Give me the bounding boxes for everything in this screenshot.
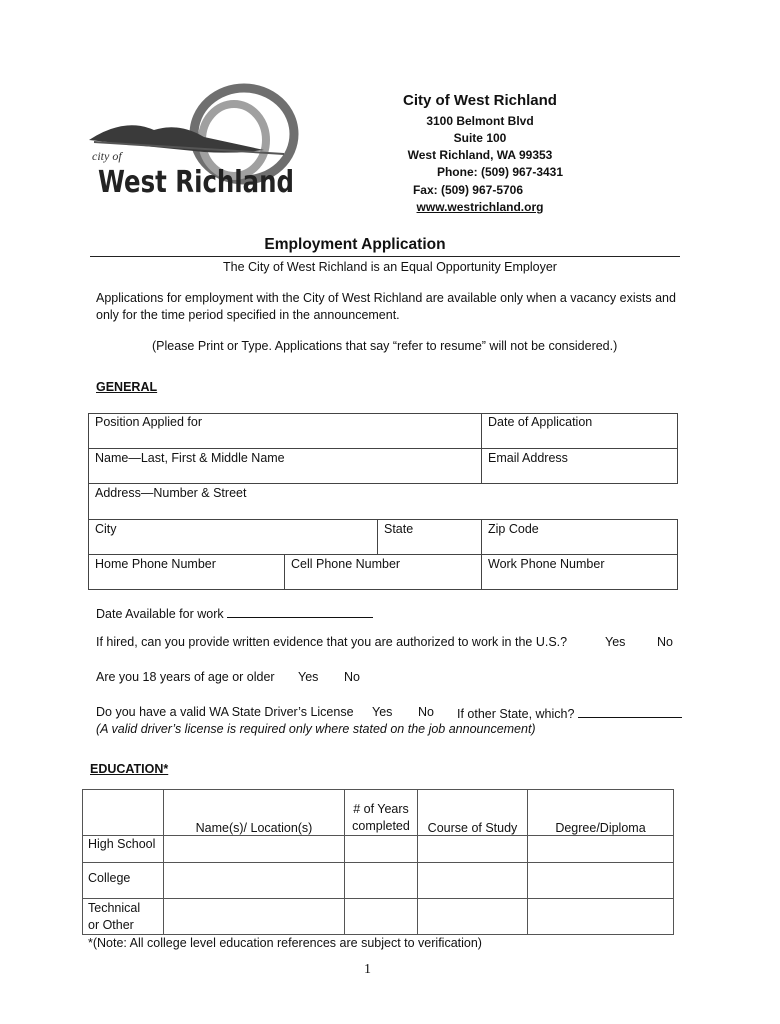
authorized-yes-option[interactable]: Yes bbox=[605, 635, 626, 649]
city-state-zip: West Richland, WA 99353 bbox=[407, 148, 553, 162]
date-available-question bbox=[96, 605, 373, 621]
college-course-cell[interactable] bbox=[418, 863, 528, 899]
license-yes-option[interactable]: Yes bbox=[372, 705, 393, 719]
work-phone-field[interactable]: Work Phone Number bbox=[488, 557, 605, 571]
row-label-high-school: High School bbox=[83, 836, 164, 863]
row-label-technical bbox=[83, 899, 164, 935]
state-field[interactable]: State bbox=[384, 522, 414, 536]
high-school-name-cell[interactable] bbox=[164, 836, 345, 863]
street-address-field[interactable]: Address—Number & Street bbox=[95, 486, 247, 500]
technical-name-cell[interactable] bbox=[164, 899, 345, 935]
phone-number: Phone: (509) 967-3431 bbox=[436, 165, 564, 179]
education-note: *(Note: All college level education references are subject to verification) bbox=[88, 936, 482, 950]
email-address-field[interactable]: Email Address bbox=[488, 451, 568, 465]
org-name: City of West Richland bbox=[403, 92, 557, 109]
address-line-1: 3100 Belmont Blvd bbox=[426, 114, 534, 128]
col-course-of-study: Course of Study bbox=[418, 790, 528, 836]
form-title: Employment Application bbox=[264, 236, 446, 253]
other-state-label: If other State, which? bbox=[457, 707, 575, 721]
high-school-degree-cell[interactable] bbox=[528, 836, 674, 863]
education-table bbox=[82, 789, 674, 935]
home-phone-field[interactable]: Home Phone Number bbox=[95, 557, 216, 571]
col-degree-diploma: Degree/Diploma bbox=[528, 790, 674, 836]
technical-course-cell[interactable] bbox=[418, 899, 528, 935]
cell-phone-field[interactable]: Cell Phone Number bbox=[291, 557, 401, 571]
date-available-label: Date Available for work bbox=[96, 607, 224, 621]
col-years-line-2: completed bbox=[352, 819, 410, 833]
city-field[interactable]: City bbox=[95, 522, 117, 536]
license-note: (A valid driver’s license is required only where stated on the job announcement) bbox=[96, 722, 536, 736]
title-rule bbox=[90, 256, 680, 257]
intro-paragraph: Applications for employment with the City of West Richland are available only when a vacancy exists and only for the time period specified in the announcement. bbox=[96, 291, 676, 322]
authorized-no-option[interactable]: No bbox=[657, 635, 673, 649]
col-years-line-1: # of Years bbox=[353, 802, 409, 816]
college-degree-cell[interactable] bbox=[528, 863, 674, 899]
technical-years-cell[interactable] bbox=[345, 899, 418, 935]
other-state-question bbox=[457, 705, 682, 721]
college-years-cell[interactable] bbox=[345, 863, 418, 899]
education-heading: EDUCATION* bbox=[90, 762, 169, 776]
col-years-completed bbox=[345, 790, 418, 836]
age-yes-option[interactable]: Yes bbox=[298, 670, 319, 684]
row-label-college: College bbox=[83, 863, 164, 899]
fax-number: Fax: (509) 967-5706 bbox=[412, 183, 524, 197]
education-row-college bbox=[83, 863, 674, 899]
logo-graphic bbox=[84, 82, 314, 207]
education-header-row bbox=[83, 790, 674, 836]
zip-code-field[interactable]: Zip Code bbox=[488, 522, 539, 536]
age-question: Are you 18 years of age or older bbox=[96, 670, 275, 684]
high-school-years-cell[interactable] bbox=[345, 836, 418, 863]
city-logo bbox=[84, 82, 314, 207]
technical-degree-cell[interactable] bbox=[528, 899, 674, 935]
position-applied-field[interactable]: Position Applied for bbox=[95, 415, 203, 429]
high-school-course-cell[interactable] bbox=[418, 836, 528, 863]
age-no-option[interactable]: No bbox=[344, 670, 360, 684]
address-line-2: Suite 100 bbox=[453, 131, 507, 145]
page-number: 1 bbox=[364, 962, 371, 977]
general-heading: GENERAL bbox=[96, 380, 158, 394]
full-name-field[interactable]: Name—Last, First & Middle Name bbox=[95, 451, 285, 465]
website-link[interactable]: www.westrichland.org bbox=[416, 200, 544, 214]
row-label-technical-line-1: Technical bbox=[88, 901, 141, 915]
work-authorization-question: If hired, can you provide written evidence that you are authorized to work in the U.S.? bbox=[96, 635, 568, 649]
date-available-blank[interactable] bbox=[227, 605, 373, 618]
logo-name: West Richland bbox=[98, 165, 294, 200]
row-label-technical-line-2: or Other bbox=[88, 918, 134, 932]
col-name-location: Name(s)/ Location(s) bbox=[164, 790, 345, 836]
education-row-technical bbox=[83, 899, 674, 935]
instruction-text: (Please Print or Type. Applications that say “refer to resume” will not be considered.) bbox=[152, 339, 618, 353]
education-row-label-header bbox=[83, 790, 164, 836]
other-state-blank[interactable] bbox=[578, 705, 682, 718]
license-no-option[interactable]: No bbox=[418, 705, 434, 719]
date-of-application-field[interactable]: Date of Application bbox=[488, 415, 593, 429]
eeo-statement: The City of West Richland is an Equal Opportunity Employer bbox=[223, 260, 557, 274]
logo-small-text: city of bbox=[92, 149, 122, 163]
education-row-high-school bbox=[83, 836, 674, 863]
college-name-cell[interactable] bbox=[164, 863, 345, 899]
license-question: Do you have a valid WA State Driver’s License bbox=[96, 705, 354, 719]
